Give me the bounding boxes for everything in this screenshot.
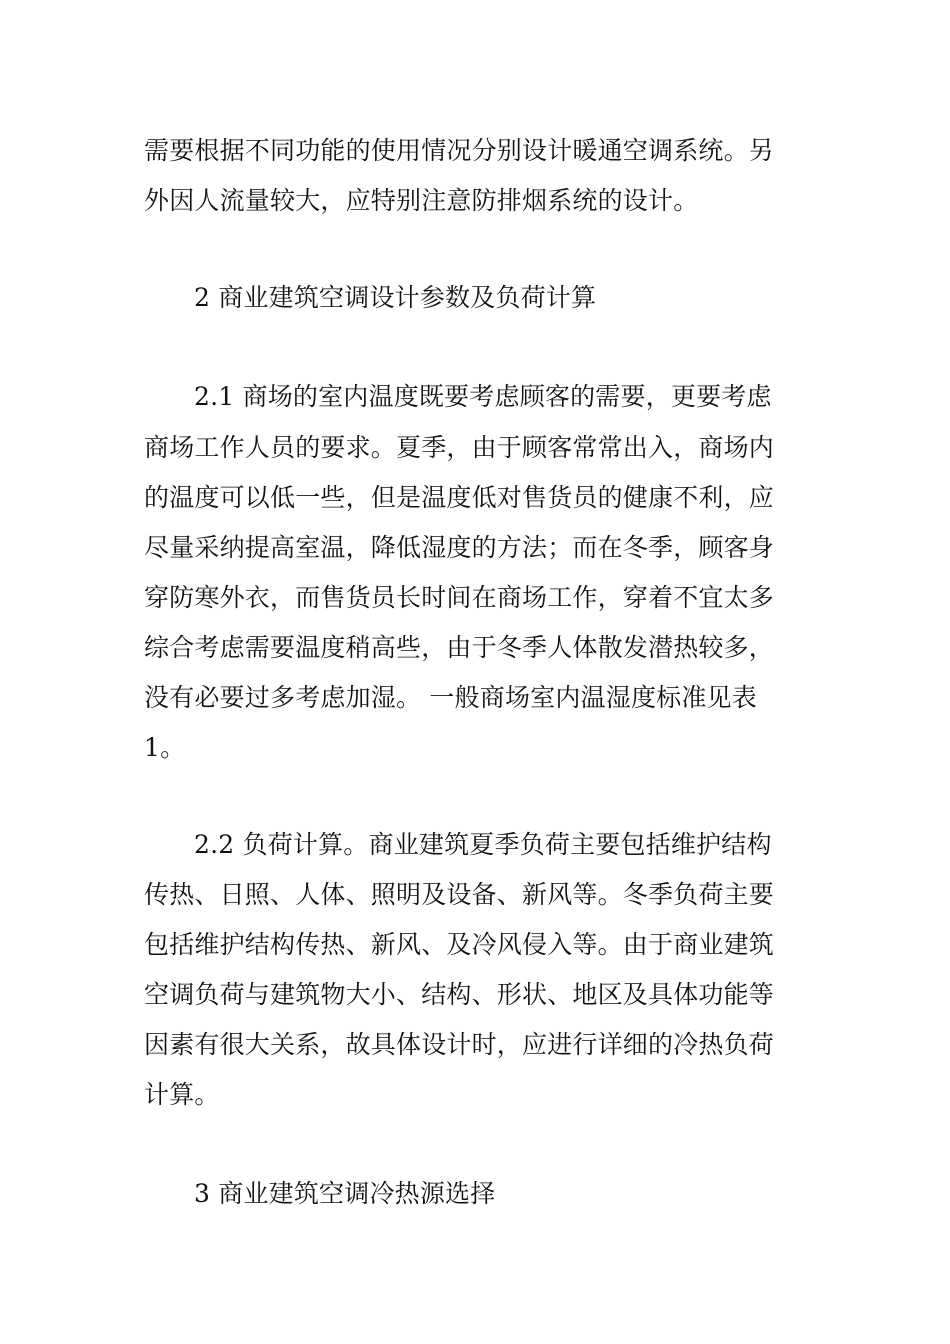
section-2-1-line-3: 的温度可以低一些，但是温度低对售货员的健康不利，应 [144, 483, 775, 512]
section-2-1-line-1: 2.1 商场的室内温度既要考虑顾客的需要，更要考虑 [194, 382, 772, 411]
section-2-heading: 2 商业建筑空调设计参数及负荷计算 [194, 283, 597, 312]
section-2-1-line-8: 1。 [144, 733, 186, 762]
section-2-2-line-2: 传热、日照、人体、照明及设备、新风等。冬季负荷主要 [144, 880, 775, 909]
section-2-1-line-6: 综合考虑需要温度稍高些，由于冬季人体散发潜热较多， [144, 633, 775, 662]
section-2-2-line-3: 包括维护结构传热、新风、及冷风侵入等。由于商业建筑 [144, 930, 775, 959]
section-3-heading: 3 商业建筑空调冷热源选择 [194, 1179, 496, 1208]
section-2-2-line-4: 空调负荷与建筑物大小、结构、形状、地区及具体功能等 [144, 980, 775, 1009]
intro-line-2: 外因人流量较大，应特别注意防排烟系统的设计。 [144, 186, 699, 215]
section-2-1-line-7: 没有必要过多考虑加湿。 一般商场室内温湿度标准见表 [144, 683, 757, 712]
section-2-2-line-5: 因素有很大关系，故具体设计时，应进行详细的冷热负荷 [144, 1030, 775, 1059]
section-2-1-line-4: 尽量采纳提高室温，降低湿度的方法；而在冬季，顾客身 [144, 533, 775, 562]
section-2-2-line-1: 2.2 负荷计算。商业建筑夏季负荷主要包括维护结构 [194, 830, 772, 859]
intro-line-1: 需要根据不同功能的使用情况分别设计暖通空调系统。另 [144, 136, 775, 165]
section-2-2-line-6: 计算。 [144, 1080, 220, 1109]
section-2-1-line-5: 穿防寒外衣，而售货员长时间在商场工作，穿着不宜太多 [144, 583, 775, 612]
section-2-1-line-2: 商场工作人员的要求。夏季，由于顾客常常出入，商场内 [144, 433, 775, 462]
